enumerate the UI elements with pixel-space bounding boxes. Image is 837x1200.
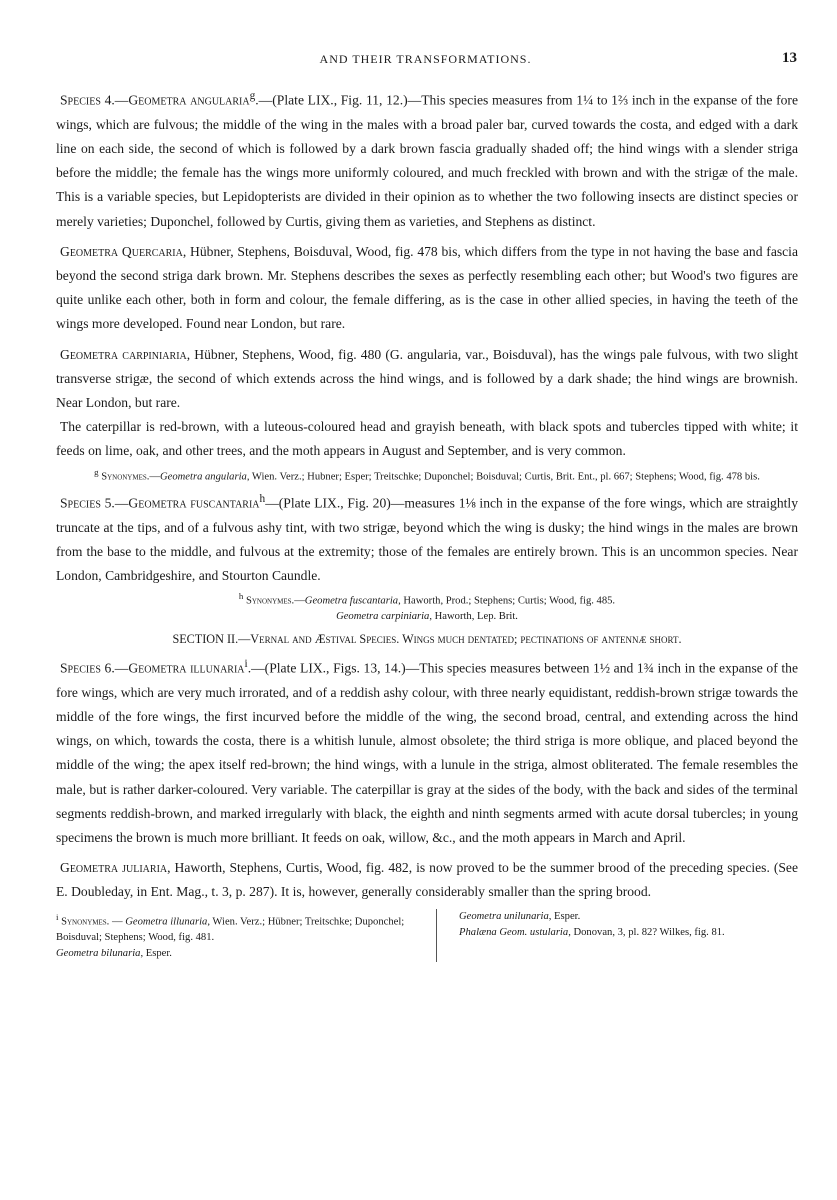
species-6-heading: Species 6.—Geometra illunaria (60, 660, 245, 676)
footnote-i-text-3: , Esper. (548, 910, 581, 922)
species-6-text: .—(Plate LIX., Figs. 13, 14.)—This species measures between 1½ and 1¾ inch in the expanse of the fore wings, which are very much irrorated, and of a reddish ashy colour, with three nearly equidistant, reddish-brown strigæ towards the middle of the fore wings, the first incurved before the middle of the wing, the second broad, central, and extending across the hind wings, on which, towards the costa, there is a whitish lunule, almost obsolete; the third striga is more oblique, and placed beyond the middle of the wing; the apex itself red-brown; the hind wings, with a lunule in the striga, almost obliterated. The female resembles the male, but is rather darker-coloured. Very variable. The caterpillar is gray at the sides of the body, with the back and sides of the terminal segments reddish-brown, and marked irregularly with black, the eighth and ninth segments armed with acute dorsal tubercles; in young specimens the brown is much more brilliant. It feeds on oak, willow, &c., and the moth appears in March and April. (56, 660, 798, 845)
footnote-i-marker: i (56, 911, 59, 922)
quercaria-heading: Geometra Quercaria (60, 243, 183, 259)
footnote-g (56, 465, 798, 485)
footnote-h-label: Synonymes.— (245, 595, 305, 607)
footnote-marker-h: h (259, 493, 266, 506)
carpiniaria-heading: Geometra carpiniaria (60, 346, 187, 362)
footnote-h-text-2: , Haworth, Lep. Brit. (429, 610, 518, 622)
footnote-i-right-column (437, 909, 725, 963)
juliaria-heading: Geometra juliaria (60, 860, 168, 876)
species-5-heading: Species 5.—Geometra fuscantaria (60, 495, 260, 511)
footnote-i-left-column (56, 909, 437, 963)
footnote-i-name-4: Phalæna Geom. ustularia (459, 926, 569, 938)
footnote-g-text: , Wien. Verz.; Hubner; Esper; Treitschke; Duponchel; Boisduval; Curtis, Brit. Ent., pl. 667; Stephens; Wood, fig. 478 bis. (246, 471, 760, 483)
footnote-g-marker: g (94, 466, 99, 477)
carpiniaria-paragraph (56, 343, 798, 416)
caterpillar-paragraph (56, 415, 798, 463)
page-header (50, 50, 801, 70)
species-4-heading: Species 4.—Geometra angularia (60, 92, 250, 108)
page-body (56, 84, 798, 962)
section-heading: SECTION II.—Vernal and Æstival Species. Wings much dentated; pectinations of antennæ short. (172, 631, 682, 646)
quercaria-text: , Hübner, Stephens, Boisduval, Wood, fig. 478 bis, which differs from the type in not having the base and fascia beyond the second striga dark brown. Mr. Stephens describes the sexes as perfectly resembling each other; but Wood's two figures are quite unlike each other, both in form and colour, the female differing, as is the case in other allied species, in having the teeth of the wings more developed. Found near London, but rare. (56, 243, 798, 332)
footnote-i-text-1: , Wien. Verz.; Hübner; Treitschke; Duponchel; Boisduval; Stephens; Wood, fig. 481. (56, 916, 405, 944)
species-5-paragraph (56, 487, 798, 588)
footnote-i-name-2: Geometra bilunaria (56, 948, 141, 960)
carpiniaria-text: , Hübner, Stephens, Wood, fig. 480 (G. angularia, var., Boisduval), has the wings pale fulvous, with two slight transverse strigæ, the second of which extends across the hind wings, and is followed by a dark shade; the hind wings are brownish. Near London, but rare. (56, 346, 798, 410)
species-6-paragraph (56, 652, 798, 850)
footnote-i-text-2: , Esper. (140, 948, 172, 960)
species-5-text: —(Plate LIX., Fig. 20)—measures 1⅛ inch in the expanse of the fore wings, which are straightly truncate at the tips, and of a fulvous ashy tint, with two strigæ, beyond which the wing is dusky; the hind wings in the males are brown from the base to the middle, and fulvous at the extremity; those of the females are entirely brown. This is an uncommon species. Near London, Cambridgeshire, and Stourton Caundle. (56, 495, 798, 584)
footnote-i-name-1: Geometra illunaria (125, 916, 208, 928)
running-head: AND THEIR TRANSFORMATIONS. (319, 52, 532, 66)
footnote-i-name-3: Geometra unilunaria (459, 910, 549, 922)
footnote-i-text-4: , Donovan, 3, pl. 82? Wilkes, fig. 81. (568, 926, 725, 938)
juliaria-text: , Haworth, Stephens, Curtis, Wood, fig. 482, is now proved to be the summer brood of the preceding species. (See E. Doubleday, in Ent. Mag., t. 3, p. 287). It is, however, generally considerably smaller than the spring brood. (56, 860, 798, 900)
footnote-g-name: Geometra angularia (160, 471, 247, 483)
footnote-h-name-2: Geometra carpiniaria (336, 610, 430, 622)
quercaria-paragraph (56, 240, 798, 337)
footnote-g-label: Synonymes.— (101, 471, 160, 483)
species-4-paragraph (56, 84, 798, 234)
footnote-marker-i: i (244, 657, 248, 670)
juliaria-paragraph (56, 856, 798, 904)
footnote-i-label: Synonymes. — (61, 916, 126, 928)
caterpillar-text: The caterpillar is red-brown, with a luteous-coloured head and grayish beneath, with black spots and tubercles tipped with white; it feeds on lime, oak, and other trees, and the moth appears in August and September, and is very common. (56, 419, 798, 459)
footnote-h (56, 589, 798, 624)
footnote-i (56, 909, 798, 963)
footnote-h-name-1: Geometra fuscantaria (304, 595, 399, 607)
footnote-h-text-1: , Haworth, Prod.; Stephens; Curtis; Wood, fig. 485. (398, 595, 616, 607)
footnote-marker-g: g (249, 90, 256, 102)
page-number: 13 (782, 50, 797, 66)
footnote-h-marker: h (238, 591, 244, 602)
species-4-text: .—(Plate LIX., Fig. 11, 12.)—This species measures from 1¼ to 1⅔ inch in the expanse of the fore wings, which are fulvous; the middle of the wing in the males with a broad paler bar, curved towards the costa, and edged with a dark line on each side, the second of which is followed by a dark brown fascia gradually shaded off; the hind wings with a slender striga before the middle; the female has the wings more uniformly coloured, and much freckled with brown and with the strigæ of the male. This is a variable species, but Lepidopterists are divided in their opinion as to whether the two following insects are distinct species or merely varieties; Duponchel, followed by Curtis, giving them as varieties, and Stephens as distinct. (56, 92, 798, 229)
